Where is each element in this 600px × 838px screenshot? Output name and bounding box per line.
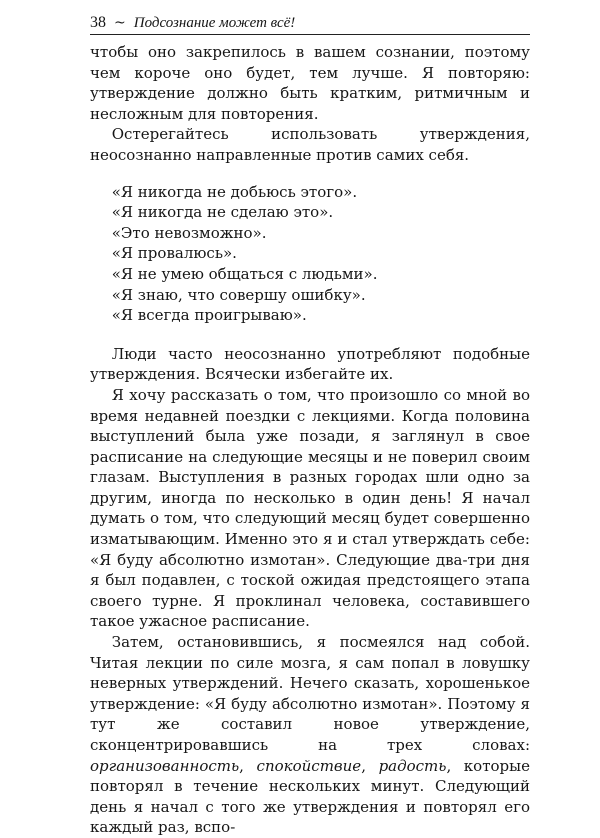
page-number: 38	[90, 14, 106, 31]
emphasis-joy: радость	[378, 756, 447, 775]
quote-line: «Я знаю, что совершу ошибку».	[111, 285, 366, 304]
comma-separator: ,	[239, 756, 257, 775]
emphasis-calm: спокойствие	[256, 756, 362, 775]
paragraph-4: Я хочу рассказать о том, что произошло со мной во время недавней поездки с лекциями. Когда половина выступлений была уже позади, я заглянул в свое расписание на следующие месяцы и не поверил своим глазам. Выступления в разных городах шли одно за другим, иногда по несколько в один день! Я начал думать о том, что следующий месяц будет совершенно изматывающим. Именно это я и стал утверждать себе: «Я буду абсолютно измотан». Следующие два-три дня я был подавлен, с тоской ожидая предстоящего этапа своего турне. Я проклинал человека, составившего такое ужасное расписание.	[90, 385, 530, 631]
quote-line: «Я не умею общаться с людьми».	[111, 264, 378, 283]
quote-line: «Я всегда проигрываю».	[111, 306, 307, 325]
paragraph-5-end: , которые повторял в течение нескольких минут. Следующий день я начал с того же утверждения и повторял его каждый раз, вспо-	[90, 756, 530, 837]
quote-list	[90, 182, 530, 326]
quote-line: «Я никогда не сделаю это».	[111, 203, 334, 222]
quote-line: «Я провалюсь».	[111, 244, 237, 263]
quote-line: «Я никогда не добьюсь этого».	[111, 182, 358, 201]
ornament-flourish-icon: ~	[114, 15, 126, 31]
paragraph-5	[90, 632, 530, 838]
comma-separator: ,	[361, 756, 379, 775]
emphasis-organization: организованность	[90, 756, 240, 775]
page-body	[90, 42, 530, 838]
paragraph-3: Люди часто неосознанно употребляют подобные утверждения. Всячески избегайте их.	[90, 344, 530, 384]
quote-line: «Это невозможно».	[111, 223, 267, 242]
paragraph-5-start: Затем, остановившись, я посмеялся над собой. Читая лекции по силе мозга, я сам попал в ловушку неверных утверждений. Нечего сказать, хорошенькое утверждение: «Я буду абсолютно измотан». Поэтому я тут же составил новое утверждение, сконцентрировавшись на трех словах:	[90, 633, 530, 754]
paragraph-1: чтобы оно закрепилось в вашем сознании, поэтому чем короче оно будет, тем лучше. Я повторяю: утверждение должно быть кратким, ритмичным и несложным для повторения.	[90, 43, 530, 123]
paragraph-2: Остерегайтесь использовать утверждения, неосознанно направленные против самих себя.	[90, 125, 530, 164]
running-header	[90, 8, 530, 35]
book-title: Подсознание может всё!	[133, 15, 296, 31]
